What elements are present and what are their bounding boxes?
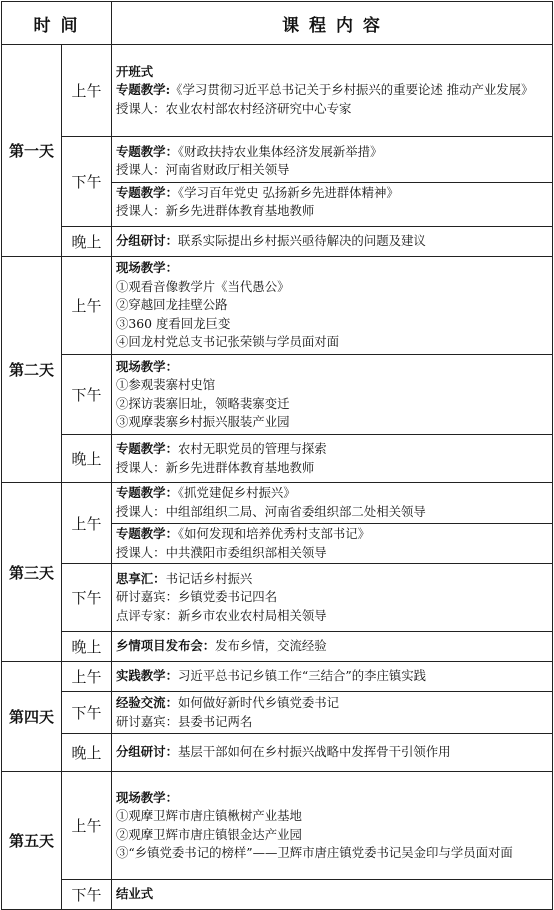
content-key: 专题教学： xyxy=(116,143,178,159)
slot-label: 晚上 xyxy=(62,435,112,483)
day-label: 第三天 xyxy=(2,483,62,662)
content-key: 现场教学： xyxy=(116,358,178,374)
session-content xyxy=(112,257,553,355)
schedule-row xyxy=(2,257,553,355)
content-key: 专题教学： xyxy=(116,526,178,541)
slot-label: 上午 xyxy=(62,483,112,564)
block-divider xyxy=(112,523,552,524)
content-line xyxy=(116,667,552,686)
content-line xyxy=(116,232,552,251)
session-content xyxy=(112,772,553,880)
content-value: 农村无职党员的管理与探索 xyxy=(177,441,327,456)
content-value: ③360 度看回龙巨变 xyxy=(116,315,231,331)
content-line xyxy=(116,525,552,544)
session-content xyxy=(112,483,553,564)
schedule-row xyxy=(2,137,553,227)
content-key: 分组研讨： xyxy=(116,233,178,249)
block-divider xyxy=(112,182,552,183)
content-line xyxy=(116,333,552,352)
content-line xyxy=(116,713,552,732)
slot-label: 上午 xyxy=(62,45,112,137)
slot-label: 晚上 xyxy=(62,632,112,662)
header-content: 课 程 内 容 xyxy=(112,2,553,45)
content-line xyxy=(116,376,552,395)
content-value: 授课人：新乡先进群体教育基地教师 xyxy=(116,203,315,218)
session-content xyxy=(112,632,553,662)
content-value: 联系实际提出乡村振兴亟待解决的问题及建议 xyxy=(177,233,426,249)
content-line xyxy=(116,358,552,377)
content-value: 《学习百年党史 弘扬新乡先进群体精神》 xyxy=(177,184,399,200)
content-key: 经验交流： xyxy=(116,695,178,710)
session-content xyxy=(112,880,553,910)
content-key: 现场教学： xyxy=(116,260,178,276)
schedule-row xyxy=(2,483,553,564)
content-line xyxy=(116,459,552,478)
content-value: 基层干部如何在乡村振兴战略中发挥骨干引领作用 xyxy=(177,744,451,760)
schedule-row xyxy=(2,880,553,910)
content-line xyxy=(116,202,552,221)
content-line xyxy=(116,607,552,626)
content-line xyxy=(116,395,552,414)
content-line xyxy=(116,588,552,607)
content-value: 授课人：农业农村部农村经济研究中心专家 xyxy=(116,100,352,116)
content-line xyxy=(116,503,552,522)
content-line xyxy=(116,885,552,904)
slot-label: 下午 xyxy=(62,692,112,734)
content-line xyxy=(116,296,552,315)
content-line xyxy=(116,184,552,203)
slot-label: 下午 xyxy=(62,564,112,632)
session-content xyxy=(112,662,553,692)
content-line xyxy=(116,844,552,863)
day-label: 第二天 xyxy=(2,257,62,483)
slot-label: 晚上 xyxy=(62,227,112,257)
content-line xyxy=(116,143,552,162)
content-key: 实践教学： xyxy=(116,668,178,684)
slot-label: 下午 xyxy=(62,355,112,435)
day-label: 第一天 xyxy=(2,45,62,257)
content-line xyxy=(116,826,552,845)
slot-label: 下午 xyxy=(62,137,112,227)
session-content xyxy=(112,435,553,483)
content-line xyxy=(116,789,552,808)
content-value: ④回龙村党总支书记张荣锁与学员面对面 xyxy=(116,334,340,350)
content-line xyxy=(116,81,552,100)
day-label: 第四天 xyxy=(2,662,62,772)
content-value: 研讨嘉宾：乡镇党委书记四名 xyxy=(116,589,278,605)
content-value: 授课人：新乡先进群体教育基地教师 xyxy=(116,459,315,475)
slot-label: 上午 xyxy=(62,772,112,880)
schedule-row xyxy=(2,227,553,257)
content-value: 如何做好新时代乡镇党委书记 xyxy=(177,695,340,710)
content-key: 专题教学： xyxy=(116,485,178,500)
content-key: 开班式 xyxy=(116,63,154,79)
content-line xyxy=(116,278,552,297)
content-line xyxy=(116,440,552,459)
schedule-row xyxy=(2,45,553,137)
schedule-table xyxy=(1,1,553,910)
content-value: 书记话乡村振兴 xyxy=(165,570,253,586)
content-line xyxy=(116,63,552,82)
schedule-row xyxy=(2,435,553,483)
slot-label: 晚上 xyxy=(62,734,112,772)
schedule-row xyxy=(2,772,553,880)
content-line xyxy=(116,544,552,563)
content-value: ①观摩卫辉市唐庄镇楸树产业基地 xyxy=(116,808,302,823)
content-key: 结业式 xyxy=(116,886,154,902)
content-value: ①参观裴寨村史馆 xyxy=(116,377,216,392)
content-value: 授课人：中组部组织二局、河南省委组织部二处相关领导 xyxy=(116,503,426,519)
content-value: 《如何发现和培养优秀村支部书记》 xyxy=(177,526,371,541)
session-content xyxy=(112,355,553,435)
content-line xyxy=(116,637,552,656)
content-value: 《财政扶持农业集体经济发展新举措》 xyxy=(177,143,383,159)
content-value: 点评专家：新乡市农业农村局相关领导 xyxy=(116,607,327,623)
schedule-row xyxy=(2,734,553,772)
session-content xyxy=(112,564,553,632)
content-value: 习近平总书记乡镇工作“三结合”的李庄镇实践 xyxy=(177,668,427,684)
content-line xyxy=(116,315,552,334)
slot-label: 上午 xyxy=(62,257,112,355)
content-line xyxy=(116,807,552,826)
schedule-row xyxy=(2,564,553,632)
content-value: ②探访裴寨旧址，领略裴寨变迁 xyxy=(116,395,290,411)
session-content xyxy=(112,692,553,734)
content-value: 授课人：中共濮阳市委组织部相关领导 xyxy=(116,544,327,560)
content-value: ③观摩裴寨乡村振兴服装产业园 xyxy=(116,414,290,429)
schedule-body xyxy=(2,45,553,910)
session-content xyxy=(112,45,553,137)
content-key: 专题教学: xyxy=(116,82,171,98)
content-line xyxy=(116,694,552,713)
day-label: 第五天 xyxy=(2,772,62,910)
schedule-row xyxy=(2,662,553,692)
content-value: ②观摩卫辉市唐庄镇银金达产业园 xyxy=(116,826,302,842)
content-value: 《抓党建促乡村振兴》 xyxy=(177,485,296,500)
content-key: 专题教学： xyxy=(116,441,178,456)
content-value: 发布乡情，交流经验 xyxy=(215,638,327,654)
content-key: 乡情项目发布会： xyxy=(116,638,216,654)
session-content xyxy=(112,137,553,227)
content-line xyxy=(116,100,552,119)
content-key: 现场教学： xyxy=(116,789,178,805)
content-line xyxy=(116,570,552,589)
session-content xyxy=(112,227,553,257)
header-time: 时 间 xyxy=(2,2,112,45)
content-line xyxy=(116,484,552,503)
content-value: 研讨嘉宾：县委书记两名 xyxy=(116,713,253,729)
content-line xyxy=(116,259,552,278)
content-line xyxy=(116,413,552,432)
content-key: 思享汇： xyxy=(116,570,166,586)
content-key: 分组研讨： xyxy=(116,744,178,760)
session-content xyxy=(112,734,553,772)
content-value: 《学习贯彻习近平总书记关于乡村振兴的重要论述 推动产业发展》 xyxy=(170,82,534,98)
content-value: ②穿越回龙挂壁公路 xyxy=(116,297,228,313)
slot-label: 上午 xyxy=(62,662,112,692)
schedule-row xyxy=(2,355,553,435)
content-value: 授课人：河南省财政厅相关领导 xyxy=(116,162,290,177)
content-key: 专题教学： xyxy=(116,184,178,200)
content-line xyxy=(116,743,552,762)
slot-label: 下午 xyxy=(62,880,112,910)
content-line xyxy=(116,161,552,180)
schedule-row xyxy=(2,692,553,734)
schedule-row xyxy=(2,632,553,662)
header-row xyxy=(2,2,553,45)
content-value: ①观看音像教学片《当代愚公》 xyxy=(116,278,290,294)
content-value: ③“乡镇党委书记的榜样”——卫辉市唐庄镇党委书记吴金印与学员面对面 xyxy=(116,845,513,860)
